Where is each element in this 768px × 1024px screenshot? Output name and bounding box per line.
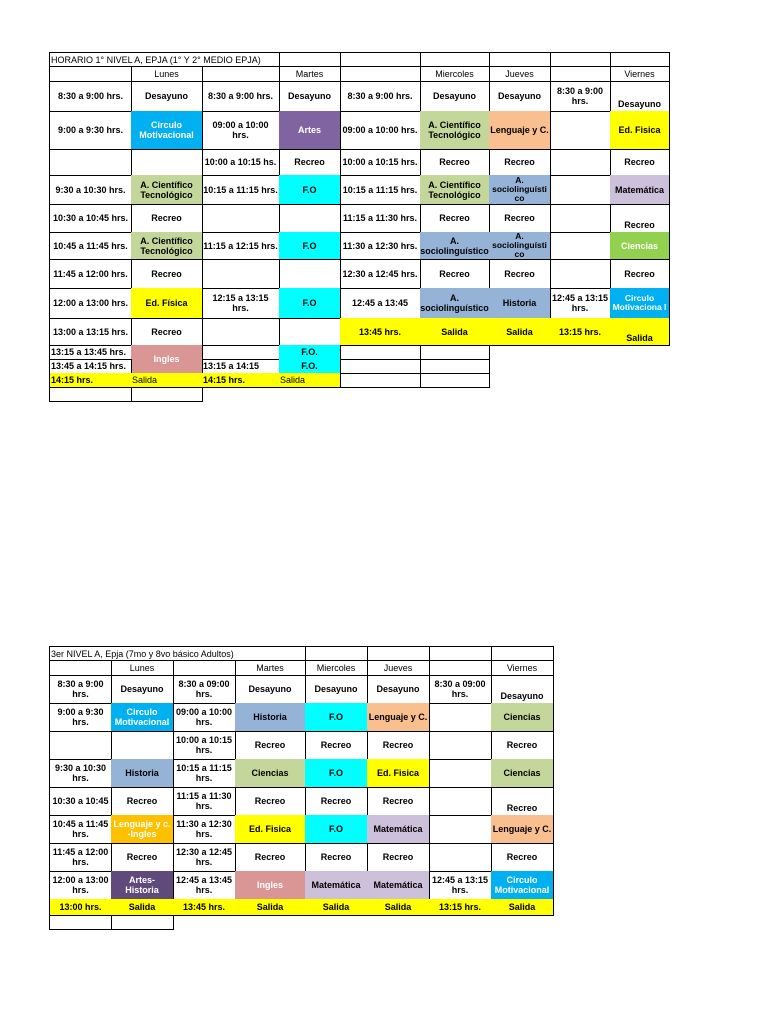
class-lunes: Lenguaje y c. -Ingles	[111, 815, 174, 844]
class-viernes: Recreo	[610, 204, 670, 233]
empty-cell	[202, 52, 280, 67]
time-slot: 10:00 a 10:15 hrs.	[340, 149, 421, 176]
time-slot: 12:00 a 13:00 hrs.	[49, 871, 112, 900]
class-jueves: A. sociolinguísti co	[489, 232, 551, 260]
time-slot: 10:15 a 11:15 hrs.	[340, 175, 421, 205]
time-slot: 8:30 a 9:00 hrs.	[49, 81, 132, 112]
time-slot: 12:00 a 13:00 hrs.	[49, 288, 132, 319]
class-miercoles: Recreo	[305, 731, 368, 760]
class-viernes: Ed. Fisica	[610, 111, 670, 150]
class-lunes: Circulo Motivacional	[131, 111, 203, 150]
class-viernes: Circulo Motivacional	[491, 871, 554, 900]
table2-title: 3er NIVEL A, Epja (7mo y 8vo básico Adultos)	[49, 646, 112, 661]
time-slot: 10:15 a 11:15 hrs.	[202, 175, 280, 205]
time-slot: 14:15 hrs.	[49, 373, 132, 388]
class-jueves: Lenguaje y C.	[489, 111, 551, 150]
class-viernes: Salida	[491, 899, 554, 916]
time-slot: 8:30 a 09:00 hrs.	[429, 675, 492, 704]
class-martes: Desayuno	[235, 675, 306, 704]
empty-cell	[340, 52, 421, 67]
class-jueves: Desayuno	[367, 675, 430, 704]
class-martes: F.O	[279, 288, 341, 319]
empty-cell	[420, 345, 490, 360]
empty-cell	[550, 232, 611, 260]
empty-cell	[550, 204, 611, 233]
time-slot: 13:00 hrs.	[49, 899, 112, 916]
empty-cell	[340, 66, 421, 82]
day-header-jueves: Jueves	[367, 660, 430, 676]
empty-cell	[340, 345, 421, 360]
class-miercoles: Desayuno	[305, 675, 368, 704]
empty-cell	[340, 373, 421, 388]
class-viernes: Salida	[610, 318, 670, 346]
class-miercoles: A. Científico Tecnológico	[420, 111, 490, 150]
empty-cell	[49, 660, 112, 676]
time-slot: 11:30 a 12:30 hrs.	[340, 232, 421, 260]
time-slot: 12:45 a 13:15 hrs.	[550, 288, 611, 319]
class-martes: Ingles	[235, 871, 306, 900]
day-header-martes: Martes	[235, 660, 306, 676]
class-viernes: Ciencias	[491, 759, 554, 788]
class-jueves: Recreo	[367, 787, 430, 816]
class-jueves: Historia	[489, 288, 551, 319]
time-slot: 11:15 a 12:15 hrs.	[202, 232, 280, 260]
day-header-lunes: Lunes	[131, 66, 203, 82]
class-martes: Ed. Fisica	[235, 815, 306, 844]
day-header-lunes: Lunes	[111, 660, 174, 676]
empty-cell	[420, 52, 490, 67]
empty-cell	[420, 373, 490, 388]
class-martes: Ciencias	[235, 759, 306, 788]
empty-cell	[279, 204, 341, 233]
class-viernes: Matemática	[610, 175, 670, 205]
class-lunes: Recreo	[131, 204, 203, 233]
empty-cell	[131, 387, 203, 402]
class-lunes: Desayuno	[131, 81, 203, 112]
class-viernes: Ciencias	[610, 232, 670, 260]
class-miercoles: Recreo	[305, 787, 368, 816]
time-slot: 13:45 a 14:15 hrs.	[49, 359, 132, 374]
day-header-martes: Martes	[279, 66, 341, 82]
empty-cell	[111, 646, 174, 661]
day-header-miercoles: Miercoles	[305, 660, 368, 676]
time-slot: 9:00 a 9:30 hrs.	[49, 703, 112, 732]
empty-cell	[489, 52, 551, 67]
class-martes: Artes	[279, 111, 341, 150]
class-martes: F.O.	[279, 359, 341, 374]
time-slot: 12:45 a 13:15 hrs.	[429, 871, 492, 900]
empty-cell	[235, 646, 306, 661]
class-jueves: Salida	[489, 318, 551, 346]
empty-cell	[550, 259, 611, 289]
class-lunes: Historia	[111, 759, 174, 788]
class-miercoles: Salida	[420, 318, 490, 346]
empty-cell	[550, 175, 611, 205]
time-slot: 11:45 a 12:00 hrs.	[49, 843, 112, 872]
class-jueves: Recreo	[489, 149, 551, 176]
time-slot: 11:30 a 12:30 hrs.	[173, 815, 236, 844]
time-slot: 14:15 hrs.	[202, 373, 280, 388]
class-viernes: Recreo	[491, 731, 554, 760]
day-header-miercoles: Miercoles	[420, 66, 490, 82]
empty-cell	[429, 703, 492, 732]
class-jueves: Ed. Fisica	[367, 759, 430, 788]
empty-cell	[173, 660, 236, 676]
empty-cell	[550, 66, 611, 82]
class-lunes-ingles: Ingles	[131, 345, 203, 374]
time-slot: 13:15 hrs.	[550, 318, 611, 346]
class-lunes: Ed. Física	[131, 288, 203, 319]
class-viernes: Recreo	[491, 787, 554, 816]
empty-cell	[111, 915, 174, 930]
empty-cell	[202, 259, 280, 289]
class-martes: Historia	[235, 703, 306, 732]
class-miercoles: Matemática	[305, 871, 368, 900]
table1-title: HORARIO 1° NIVEL A, EPJA (1° Y 2° MEDIO EPJA)	[49, 52, 132, 67]
class-martes: Recreo	[279, 149, 341, 176]
class-lunes: Recreo	[131, 259, 203, 289]
time-slot: 13:15 hrs.	[429, 899, 492, 916]
class-martes: F.O	[279, 232, 341, 260]
class-miercoles: Recreo	[420, 149, 490, 176]
time-slot: 8:30 a 9:00 hrs.	[49, 675, 112, 704]
time-slot: 12:45 a 13:45 hrs.	[173, 871, 236, 900]
class-miercoles: Recreo	[420, 259, 490, 289]
class-jueves: Recreo	[367, 731, 430, 760]
empty-cell	[429, 787, 492, 816]
empty-cell	[202, 345, 280, 360]
class-lunes: Artes- Historia	[111, 871, 174, 900]
class-jueves: A. sociolinguísti co	[489, 175, 551, 205]
time-slot: 12:30 a 12:45 hrs.	[173, 843, 236, 872]
time-slot: 10:30 a 10:45	[49, 787, 112, 816]
empty-cell	[420, 359, 490, 374]
empty-cell	[429, 646, 492, 661]
empty-cell	[429, 731, 492, 760]
empty-cell	[305, 646, 368, 661]
class-viernes: Recreo	[610, 149, 670, 176]
class-martes: Recreo	[235, 843, 306, 872]
class-lunes: Recreo	[111, 843, 174, 872]
empty-cell	[550, 111, 611, 150]
empty-cell	[279, 259, 341, 289]
class-lunes: A. Científico Tecnológico	[131, 175, 203, 205]
time-slot: 13:45 hrs.	[340, 318, 421, 346]
empty-cell	[429, 843, 492, 872]
class-jueves: Recreo	[367, 843, 430, 872]
empty-cell	[49, 149, 132, 176]
time-slot: 9:30 a 10:30 hrs.	[49, 175, 132, 205]
class-lunes: Recreo	[131, 318, 203, 346]
class-martes: Recreo	[235, 731, 306, 760]
class-jueves: Lenguaje y C.	[367, 703, 430, 732]
time-slot: 13:00 a 13:15 hrs.	[49, 318, 132, 346]
class-martes: Salida	[279, 373, 341, 388]
time-slot: 10:00 a 10:15 hrs.	[173, 731, 236, 760]
class-miercoles: F.O	[305, 815, 368, 844]
time-slot: 13:15 a 13:45 hrs.	[49, 345, 132, 360]
class-martes: F.O.	[279, 345, 341, 360]
class-jueves: Recreo	[489, 259, 551, 289]
empty-cell	[202, 204, 280, 233]
class-martes: F.O	[279, 175, 341, 205]
time-slot: 9:00 a 9:30 hrs.	[49, 111, 132, 150]
empty-cell	[279, 318, 341, 346]
class-miercoles: Salida	[305, 899, 368, 916]
day-header-viernes: Viernes	[610, 66, 670, 82]
class-lunes: A. Científico Tecnológico	[131, 232, 203, 260]
time-slot: 11:45 a 12:00 hrs.	[49, 259, 132, 289]
class-miercoles: A. sociolinguístico	[420, 232, 490, 260]
empty-cell	[49, 731, 112, 760]
time-slot: 09:00 a 10:00 hrs.	[202, 111, 280, 150]
time-slot: 11:15 a 11:30 hrs.	[340, 204, 421, 233]
time-slot: 11:15 a 11:30 hrs.	[173, 787, 236, 816]
class-lunes: Salida	[131, 373, 203, 388]
class-viernes: Desayuno	[610, 81, 670, 112]
class-jueves: Desayuno	[489, 81, 551, 112]
class-jueves: Salida	[367, 899, 430, 916]
time-slot: 8:30 a 09:00 hrs.	[173, 675, 236, 704]
empty-cell	[49, 66, 132, 82]
class-miercoles: F.O	[305, 703, 368, 732]
time-slot: 13:45 hrs.	[173, 899, 236, 916]
time-slot: 13:15 a 14:15	[202, 359, 280, 374]
time-slot: 10:30 a 10:45 hrs.	[49, 204, 132, 233]
empty-cell	[550, 52, 611, 67]
empty-cell	[279, 52, 341, 67]
class-miercoles: Recreo	[305, 843, 368, 872]
class-jueves: Matemática	[367, 815, 430, 844]
time-slot: 12:45 a 13:45	[340, 288, 421, 319]
empty-cell	[367, 646, 430, 661]
empty-cell	[202, 66, 280, 82]
class-viernes: Recreo	[610, 259, 670, 289]
time-slot: 09:00 a 10:00 hrs.	[173, 703, 236, 732]
day-header-viernes: Viernes	[491, 660, 554, 676]
time-slot: 12:30 a 12:45 hrs.	[340, 259, 421, 289]
empty-cell	[49, 915, 112, 930]
empty-cell	[429, 815, 492, 844]
time-slot: 8:30 a 9:00 hrs.	[550, 81, 611, 112]
class-miercoles: A. sociolinguístico	[420, 288, 490, 319]
time-slot: 10:15 a 11:15 hrs.	[173, 759, 236, 788]
time-slot: 10:00 a 10:15 hs.	[202, 149, 280, 176]
time-slot: 12:15 a 13:15 hrs.	[202, 288, 280, 319]
class-viernes: Ciencias	[491, 703, 554, 732]
class-viernes: Lenguaje y C.	[491, 815, 554, 844]
time-slot: 8:30 a 9:00 hrs.	[202, 81, 280, 112]
empty-cell	[131, 149, 203, 176]
class-lunes: Desayuno	[111, 675, 174, 704]
class-miercoles: Desayuno	[420, 81, 490, 112]
empty-cell	[49, 387, 132, 402]
class-martes: Salida	[235, 899, 306, 916]
time-slot: 9:30 a 10:30 hrs.	[49, 759, 112, 788]
empty-cell	[429, 660, 492, 676]
time-slot: 10:45 a 11:45 hrs.	[49, 232, 132, 260]
class-martes: Desayuno	[279, 81, 341, 112]
class-miercoles: Recreo	[420, 204, 490, 233]
class-lunes: Recreo	[111, 787, 174, 816]
empty-cell	[173, 646, 236, 661]
time-slot: 09:00 a 10:00 hrs.	[340, 111, 421, 150]
time-slot: 8:30 a 9:00 hrs.	[340, 81, 421, 112]
empty-cell	[340, 359, 421, 374]
empty-cell	[202, 318, 280, 346]
empty-cell	[550, 149, 611, 176]
class-jueves: Matemática	[367, 871, 430, 900]
class-lunes: Salida	[111, 899, 174, 916]
class-viernes: Circulo Motivaciona l	[610, 288, 670, 319]
day-header-jueves: Jueves	[489, 66, 551, 82]
empty-cell	[491, 646, 554, 661]
class-jueves: Recreo	[489, 204, 551, 233]
class-lunes: Circulo Motivacional	[111, 703, 174, 732]
class-miercoles: A. Científico Tecnológico	[420, 175, 490, 205]
class-viernes: Desayuno	[491, 675, 554, 704]
time-slot: 10:45 a 11:45 hrs.	[49, 815, 112, 844]
class-martes: Recreo	[235, 787, 306, 816]
empty-cell	[131, 52, 203, 67]
class-miercoles: F.O	[305, 759, 368, 788]
empty-cell	[111, 731, 174, 760]
empty-cell	[429, 759, 492, 788]
empty-cell	[610, 52, 670, 67]
class-viernes: Recreo	[491, 843, 554, 872]
